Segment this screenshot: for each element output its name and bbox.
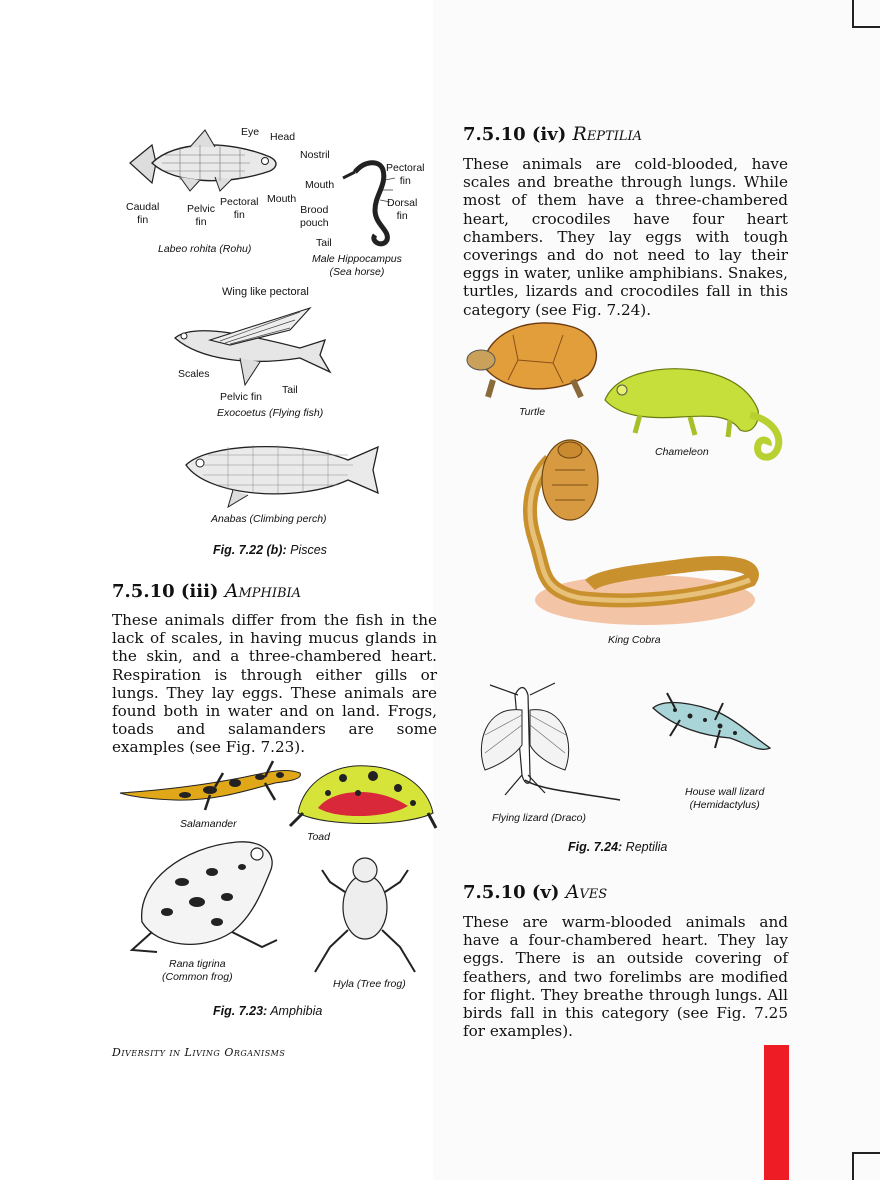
chapter-tab-bar <box>764 1045 789 1180</box>
heading-aves <box>463 881 607 903</box>
paragraph-amphibia: These animals differ from the fish in the lack of scales, in having mucus glands in the skin, and a three-chambered heart. Respiration is through either gills or lungs. They lay eggs. These animals are found both in water and on land. Frogs, toads and salamanders are some examples (see Fig. 7.23). <box>112 611 437 757</box>
caption-rohu: Labeo rohita (Rohu) <box>158 243 252 255</box>
caption-seahorse: Male Hippocampus (Sea horse) <box>312 253 402 278</box>
label-head: Head <box>270 131 296 143</box>
label-scales: Scales <box>178 368 210 380</box>
king-cobra-illustration <box>510 440 760 630</box>
caption-draco: Flying lizard (Draco) <box>492 812 586 824</box>
figure-caption-amphibia <box>213 1004 322 1018</box>
salamander-illustration <box>115 755 305 815</box>
caption-king-cobra: King Cobra <box>608 634 661 646</box>
figure-title-reptilia: Reptilia <box>625 840 668 854</box>
figure-title-pisces: Pisces <box>290 543 327 557</box>
tree-frog-illustration <box>310 852 420 977</box>
crop-mark-top-right <box>852 0 880 28</box>
figure-number-pisces: Fig. 7.22 (b): <box>213 543 287 557</box>
paragraph-aves: These are warm-blooded animals and have a four-chambered heart. They lay eggs. There is an outside covering of feathers, and two forelimbs are modified for flight. They breathe through lungs. All birds fall in this category (see Fig. 7.25 for examples). <box>463 913 788 1041</box>
heading-class-aves: Aves <box>565 881 608 903</box>
rohu-fish-illustration <box>120 125 290 200</box>
caption-tree-frog: Hyla (Tree frog) <box>333 978 406 990</box>
caption-salamander: Salamander <box>180 818 237 830</box>
label-seahorse-mouth: Mouth <box>305 179 335 191</box>
label-caudal-fin: Caudal fin <box>126 201 160 226</box>
label-pectoral-fin: Pectoral fin <box>220 196 259 221</box>
crop-mark-bottom-right <box>852 1152 880 1180</box>
caption-toad: Toad <box>307 831 330 843</box>
paragraph-reptilia: These animals are cold-blooded, have scales and breathe through lungs. While most of them have a three-chambered heart, crocodiles have four heart chambers. They lay eggs with tough coverings and do not need to lay their eggs in water, unlike amphibians. Snakes, turtles, lizards and crocodiles fall in this category (see Fig. 7.24). <box>463 155 788 319</box>
label-eye: Eye <box>241 126 260 138</box>
caption-common-frog: Rana tigrina (Common frog) <box>162 958 233 983</box>
anabas-illustration <box>178 435 383 510</box>
label-flyingfish-pelvic: Pelvic fin <box>220 391 263 403</box>
turtle-illustration <box>463 315 603 405</box>
toad-illustration <box>288 758 438 833</box>
caption-house-wall-lizard: House wall lizard (Hemidactylus) <box>685 786 765 811</box>
figure-number-amphibia: Fig. 7.23: <box>213 1004 268 1018</box>
heading-number-reptilia: 7.5.10 (iv) <box>463 124 567 145</box>
caption-chameleon: Chameleon <box>655 446 709 458</box>
figure-title-amphibia: Amphibia <box>270 1004 323 1018</box>
label-mouth: Mouth <box>267 193 297 205</box>
figure-number-reptilia: Fig. 7.24: <box>568 840 623 854</box>
heading-reptilia <box>463 123 642 145</box>
page-footer: Diversity in Living Organisms <box>112 1046 286 1059</box>
heading-number-amphibia: 7.5.10 (iii) <box>112 581 219 602</box>
figure-caption-reptilia <box>568 840 667 854</box>
figure-caption-pisces <box>213 543 327 557</box>
flying-lizard-illustration <box>470 675 625 810</box>
label-brood-pouch: Brood pouch <box>300 204 329 229</box>
caption-anabas: Anabas (Climbing perch) <box>211 513 327 525</box>
label-flyingfish-tail: Tail <box>282 384 298 396</box>
house-wall-lizard-illustration <box>645 688 775 763</box>
heading-amphibia <box>112 580 301 602</box>
common-frog-illustration <box>122 832 282 957</box>
label-nostril: Nostril <box>300 149 330 161</box>
label-pelvic-fin: Pelvic fin <box>187 203 216 228</box>
caption-flying-fish: Exocoetus (Flying fish) <box>217 407 324 419</box>
heading-class-amphibia: Amphibia <box>224 580 302 602</box>
label-seahorse-pectoral: Pectoral fin <box>386 162 425 187</box>
label-wing-pectoral: Wing like pectoral <box>222 286 309 298</box>
heading-class-reptilia: Reptilia <box>572 123 643 145</box>
heading-number-aves: 7.5.10 (v) <box>463 882 560 903</box>
label-seahorse-dorsal: Dorsal fin <box>387 197 418 222</box>
caption-turtle: Turtle <box>519 406 546 418</box>
label-seahorse-tail: Tail <box>316 237 332 249</box>
